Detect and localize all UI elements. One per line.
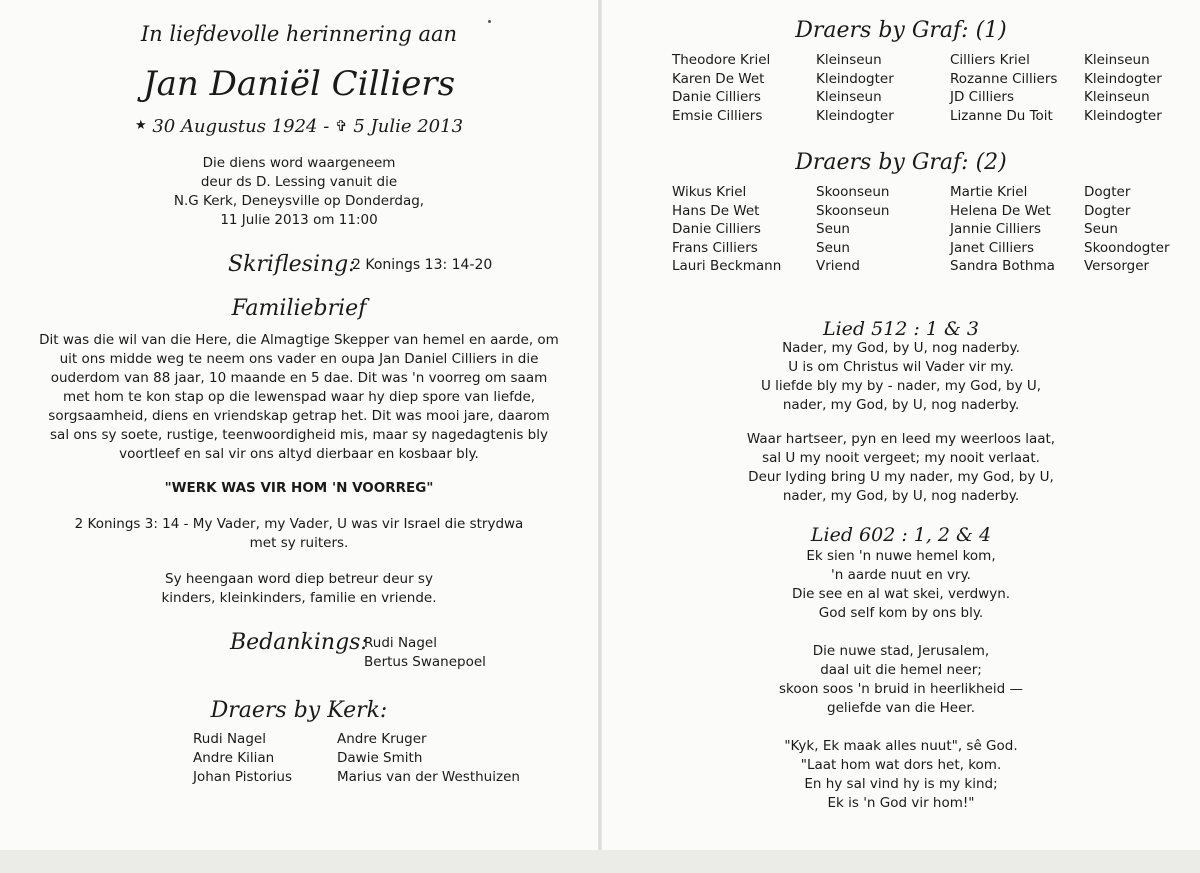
letter-line: sal ons sy soete, rustige, teenwoordigheid mis, maar sy nagedagtenis bly: [50, 427, 548, 443]
scripture-verse: [0, 515, 598, 553]
lyric-line: En hy sal vind hy is my kind;: [804, 776, 998, 792]
hymn-602-stanza-3: [602, 737, 1200, 813]
lyric-line: Die nuwe stad, Jerusalem,: [812, 643, 990, 659]
lyric-line: daal uit die hemel neer;: [820, 662, 982, 678]
bearer-name: Theodore Kriel: [672, 52, 771, 68]
relation: Kleinseun: [816, 89, 882, 106]
service-line: 11 Julie 2013 om 11:00: [220, 212, 378, 228]
letter-line: uit ons midde weg te neem ons vader en oupa Jan Daniel Cilliers in die: [59, 351, 539, 367]
relation: Dogter: [1084, 202, 1131, 219]
lyric-line: skoon soos 'n bruid in heerlikheid —: [778, 681, 1024, 697]
lyric-line: Ek sien 'n nuwe hemel kom,: [806, 548, 996, 564]
skriflesing-heading: Skriflesing:: [228, 252, 356, 277]
familiebrief-heading: Familiebrief: [231, 296, 367, 321]
kerk-bearers-col1: [193, 730, 292, 787]
lyric-line: sal U my nooit vergeet; my nooit verlaat.: [762, 450, 1040, 466]
graf1-names-a: [672, 51, 770, 125]
hymn-512-heading: Lied 512 : 1 & 3: [822, 318, 980, 340]
graf1-names-b: [950, 51, 1057, 125]
skriflesing-reference: 2 Konings 13: 14-20: [352, 257, 493, 273]
bearer-name: Cilliers Kriel: [950, 52, 1030, 68]
bearer-name: Andre Kilian: [193, 750, 275, 766]
bearer-name: Frans Cilliers: [672, 239, 758, 256]
verse-line: 2 Konings 3: 14 - My Vader, my Vader, U was vir Israel die strydwa: [74, 516, 524, 532]
bearer-name: Danie Cilliers: [672, 89, 761, 106]
kerk-bearers-col2: [337, 730, 520, 787]
graf2-relations-b: [1084, 183, 1170, 276]
relation: Vriend: [816, 258, 860, 275]
lyric-line: nader, my God, by U, nog naderby.: [782, 397, 1020, 413]
letter-line: voortleef en sal vir ons altyd dierbaar en kosbaar bly.: [119, 446, 479, 462]
lyric-line: God self kom by ons bly.: [818, 605, 984, 621]
bearer-name: Emsie Cilliers: [672, 107, 763, 124]
intro-heading: In liefdevolle herinnering aan: [140, 22, 458, 46]
letter-line: met hom te kon stap op die lewenspad waar hy diep spore van liefde,: [62, 389, 536, 405]
bearer-name: Janet Cilliers: [950, 239, 1035, 256]
bedankings-heading: Bedankings:: [230, 630, 368, 655]
thanks-name: Bertus Swanepoel: [364, 654, 486, 670]
mourn-line: Sy heengaan word diep betreur deur sy: [165, 571, 433, 587]
graf2-names-b: [950, 183, 1055, 276]
birth-date: 30 Augustus 1924 -: [152, 116, 330, 137]
hymn-512-stanza-2: [602, 430, 1200, 506]
hymn-512-stanza-1: [602, 339, 1200, 415]
service-line: Die diens word waargeneem: [202, 155, 396, 171]
bearer-name: Sandra Bothma: [950, 258, 1055, 275]
bearer-name: Johan Pistorius: [193, 769, 292, 785]
relation: Kleindogter: [1084, 107, 1162, 124]
graf2-heading: Draers by Graf: (2): [795, 150, 1007, 175]
cross-icon: ✞: [335, 117, 348, 135]
relation: Kleinseun: [1084, 52, 1150, 68]
relation: Kleindogter: [1084, 70, 1162, 87]
relation: Skoonseun: [816, 202, 890, 219]
hymn-602-stanza-2: [602, 642, 1200, 718]
relation: Skoondogter: [1084, 239, 1170, 256]
service-line: N.G Kerk, Deneysville op Donderdag,: [173, 193, 425, 209]
service-line: deur ds D. Lessing vanuit die: [200, 174, 398, 190]
graf2-names-a: [672, 183, 781, 276]
lyric-line: U liefde bly my by - nader, my God, by U,: [760, 378, 1042, 394]
life-dates: [0, 116, 598, 137]
mourning-note: [0, 570, 598, 608]
bearer-name: Karen De Wet: [672, 70, 765, 87]
lyric-line: Ek is 'n God vir hom!": [827, 795, 975, 811]
familiebrief-text: [0, 331, 598, 464]
lyric-line: Die see en al wat skei, verdwyn.: [791, 586, 1011, 602]
bearer-name: Jannie Cilliers: [950, 221, 1042, 238]
relation: Kleinseun: [1084, 89, 1150, 106]
hymn-602-stanza-1: [602, 547, 1200, 623]
graf1-relations-a: [816, 51, 894, 125]
relation: Kleindogter: [816, 70, 894, 87]
deceased-name: Jan Daniël Cilliers: [142, 64, 456, 104]
thanks-name: Rudi Nagel: [364, 635, 437, 651]
bearer-name: JD Cilliers: [950, 89, 1014, 106]
lyric-line: "Kyk, Ek maak alles nuut", sê God.: [784, 738, 1018, 754]
relation: Seun: [1084, 221, 1118, 238]
bearer-name: Andre Kruger: [337, 731, 427, 747]
letter-line: ouderdom van 88 jaar, 10 maande en 5 dae. Dit was 'n voorreg om saam: [50, 370, 548, 386]
bearer-name: Marius van der Westhuizen: [337, 769, 520, 785]
relation: Kleindogter: [816, 107, 894, 124]
letter-line: sorgsaamheid, diens en vriendskap getrap het. Dit was mooi jare, daarom: [48, 408, 550, 424]
relation: Versorger: [1084, 258, 1150, 275]
star-icon: ★: [134, 118, 147, 133]
bearer-name: Martie Kriel: [950, 184, 1028, 200]
lyric-line: geliefde van die Heer.: [827, 700, 975, 716]
bearer-name: Lizanne Du Toit: [950, 107, 1053, 124]
relation: Kleinseun: [816, 52, 882, 68]
graf1-heading: Draers by Graf: (1): [795, 18, 1007, 43]
bearer-name: Lauri Beckmann: [672, 258, 782, 275]
bearer-name: Wikus Kriel: [672, 184, 747, 200]
letter-line: Dit was die wil van die Here, die Almagtige Skepper van hemel en aarde, om: [39, 332, 559, 348]
lyric-line: U is om Christus wil Vader vir my.: [788, 359, 1014, 375]
lyric-line: nader, my God, by U, nog naderby.: [782, 488, 1020, 504]
relation: Seun: [816, 239, 850, 256]
graf1-relations-b: [1084, 51, 1162, 125]
relation: Skoonseun: [816, 184, 890, 200]
kerk-bearers-heading: Draers by Kerk:: [210, 698, 388, 723]
service-details: [0, 154, 598, 230]
relation: Seun: [816, 221, 850, 238]
bearer-name: Rudi Nagel: [193, 731, 266, 747]
mourn-line: kinders, kleinkinders, familie en vriende.: [161, 590, 437, 606]
paper-edge: [0, 850, 1200, 873]
bearer-name: Rozanne Cilliers: [950, 70, 1058, 87]
lyric-line: "Laat hom wat dors het, kom.: [800, 757, 1002, 773]
lyric-line: 'n aarde nuut en vry.: [831, 567, 971, 583]
graf2-relations-a: [816, 183, 889, 276]
lyric-line: Deur lyding bring U my nader, my God, by U,: [748, 469, 1054, 485]
motto-quote: "WERK WAS VIR HOM 'N VOORREG": [164, 480, 434, 496]
lyric-line: Nader, my God, by U, nog naderby.: [782, 340, 1020, 356]
bearer-name: Helena De Wet: [950, 202, 1051, 219]
lyric-line: Waar hartseer, pyn en leed my weerloos laat,: [746, 431, 1056, 447]
death-date: 5 Julie 2013: [353, 116, 464, 137]
verse-line: met sy ruiters.: [249, 535, 349, 551]
relation: Dogter: [1084, 184, 1131, 200]
bearer-name: Hans De Wet: [672, 202, 760, 219]
bearer-name: Dawie Smith: [337, 750, 423, 766]
hymn-602-heading: Lied 602 : 1, 2 & 4: [810, 524, 992, 546]
bedankings-list: [364, 634, 486, 672]
bearer-name: Danie Cilliers: [672, 221, 761, 238]
